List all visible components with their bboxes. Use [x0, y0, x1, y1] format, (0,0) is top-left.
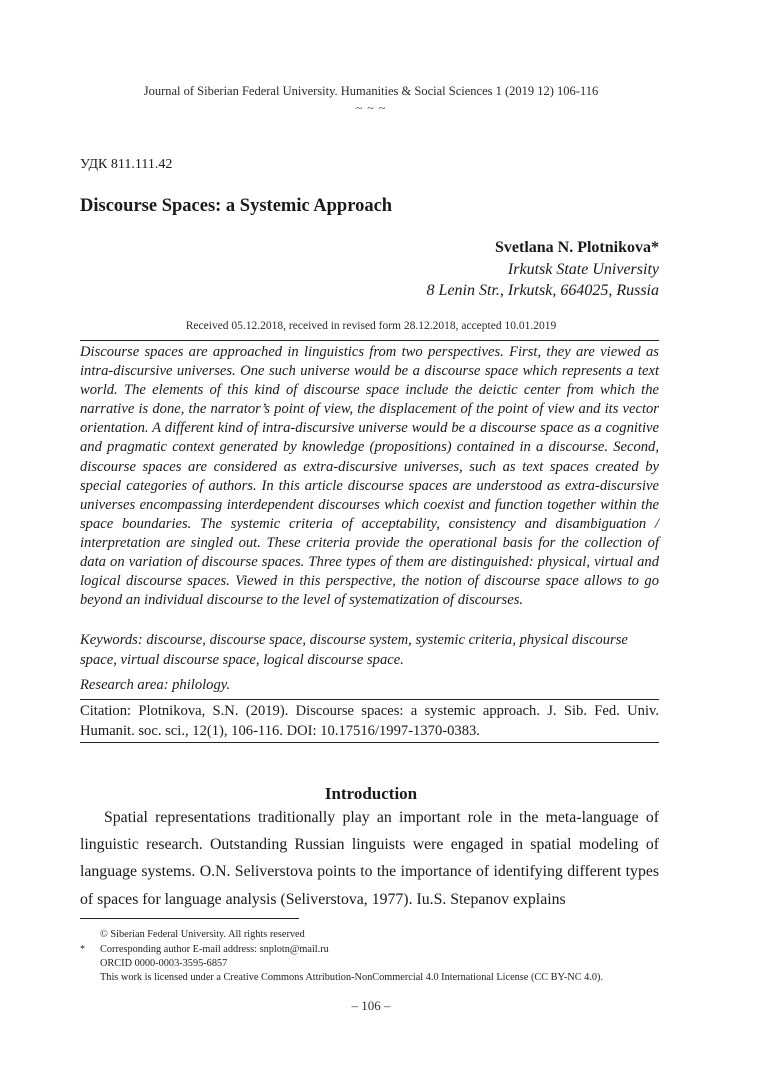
page-number: – 106 – [351, 998, 391, 1013]
author-affiliation: Irkutsk State University [507, 260, 659, 278]
footnote-license: This work is licensed under a Creative Commons Attribution-NonCommercial 4.0 International License (CC BY-NC 4.0). [100, 972, 604, 983]
footnote-rule [80, 918, 299, 919]
keywords: Keywords: discourse, discourse space, discourse system, systemic criteria, physical discourse space, virtual discourse space, logical discourse space. [80, 632, 628, 668]
abstract: Discourse spaces are approached in linguistics from two perspectives. First, they are viewed as intra-discursive universes. One such universe would be a discourse space which represents a text world. The elements of this kind of discourse space include the deictic center from which the narrative is done, the narrator’s point of view, the displacement of the point of view and its vector orientation. A different kind of intra-discursive universe would be a discourse space as a cognitive and pragmatic context generated by knowledge (propositions) contained in a discourse. Second, discourse spaces are considered as extra-discursive universes, such as text spaces created by special categories of authors. In this article discourse spaces are understood as extra-discursive universes encompassing interdependent discourses which coexist and function together within the space boundaries. The systemic criteria of acceptability, consistency and disambiguation / interpretation are singled out. These criteria provide the operational basis for the collection of data on variation of discourse spaces. Three types of them are distinguished: physical, virtual and logical discourse spaces. Viewed in this perspective, the notion of discourse space allows to go beyond an individual discourse to the level of systematization of discourses. [80, 344, 659, 609]
author-address: 8 Lenin Str., Irkutsk, 664025, Russia [426, 282, 659, 299]
journal-header: Journal of Siberian Federal University. Humanities & Social Sciences 1 (2019 12) 106-116 [143, 84, 599, 98]
author-name: Svetlana N. Plotnikova* [494, 239, 659, 256]
introduction-paragraph: Spatial representations traditionally play an important role in the meta-language of linguistic research. Outstanding Russian linguists were engaged in spatial modeling of language systems. O.N. Seliverstova points to the importance of identifying different types of spaces for language analysis (Seliverstova, 1977). Iu.S. Stepanov explains [80, 809, 659, 908]
article-title: Discourse Spaces: a Systemic Approach [80, 196, 393, 216]
citation: Citation: Plotnikova, S.N. (2019). Discourse spaces: a systemic approach. J. Sib. Fed. Univ. Humanit. soc. sci., 12(1), 106-116. DOI: 10.17516/1997-1370-0383. [80, 703, 659, 739]
research-area: Research area: philology. [80, 677, 231, 693]
author-block [427, 237, 659, 302]
udk-code: УДК 811.111.42 [80, 157, 173, 172]
citation-top-rule [80, 699, 659, 700]
footnote-email: Corresponding author E-mail address: snplotn@mail.ru [100, 944, 329, 955]
introduction-text [80, 804, 659, 913]
received-dates: Received 05.12.2018, received in revised form 28.12.2018, accepted 10.01.2019 [185, 320, 557, 332]
footnote-orcid: ORCID 0000-0003-3595-6857 [100, 958, 228, 969]
footnote-marker: * [80, 944, 86, 955]
citation-bottom-rule [80, 742, 659, 743]
footnote-copyright: © Siberian Federal University. All rights reserved [100, 929, 305, 940]
header-separator: ~ ~ ~ [355, 101, 387, 115]
introduction-heading: Introduction [324, 784, 418, 803]
abstract-top-rule [80, 340, 659, 341]
